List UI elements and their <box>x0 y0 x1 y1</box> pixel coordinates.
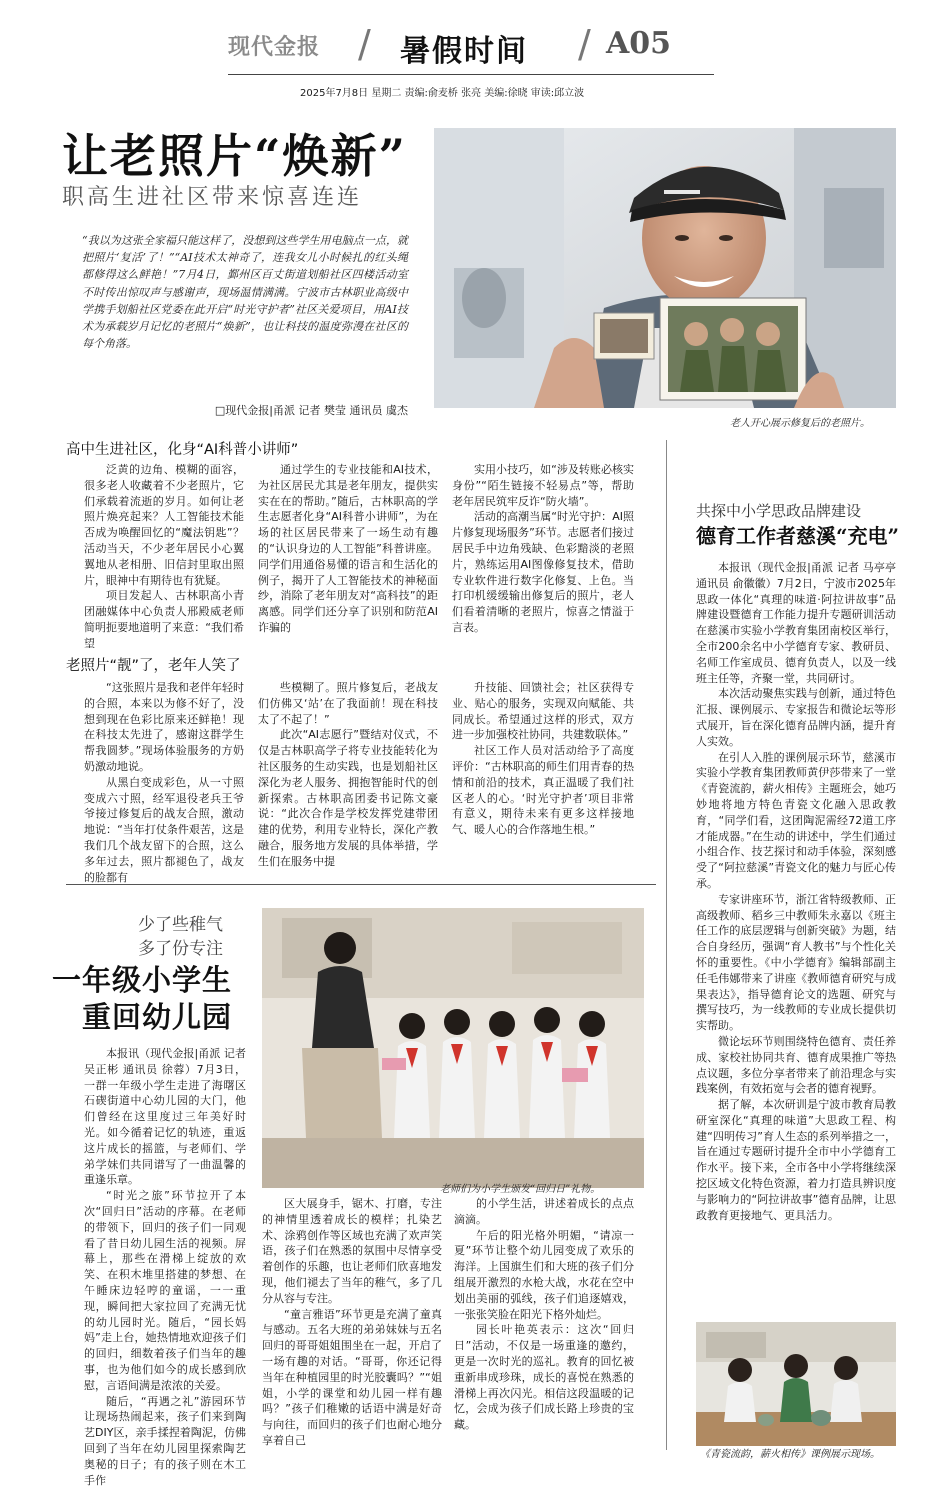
headline-line-2: 重回幼儿园 <box>82 1000 233 1034</box>
photo-elderly-man <box>434 128 896 408</box>
subhead-line-2: 多了份专注 <box>138 939 223 959</box>
masthead-rule <box>228 74 714 75</box>
paragraph: 本次活动聚焦实践与创新，通过特色汇报、课例展示、专家报告和微论坛等形式展开，旨在深化德育品牌内涵，提升育人实效。 <box>696 687 896 748</box>
paragraph: 通过学生的专业技能和AI技术，为社区居民尤其是老年朋友，提供实实在在的帮助。”随后，古林职高的学生志愿者化身“AI科普小讲师”，为在场的社区居民带来了一场生动有趣的“认识身边的人工智能”科普讲座。同学们用通俗易懂的语言和生活化的例子，揭开了人工智能技术的神秘面纱，消除了老年朋友对“高科技”的距离感。同学们还分享了识别和防范AI诈骗的 <box>258 463 438 634</box>
article-column <box>258 462 438 642</box>
masthead <box>228 20 708 72</box>
photo-elderly-man-image <box>434 128 896 408</box>
article-column <box>84 680 244 884</box>
column-divider <box>666 440 667 1450</box>
subhead-moral-education: 共探中小学思政品牌建设 <box>696 502 862 520</box>
paragraph: 社区工作人员对活动给予了高度评价：“古林职高的师生们用青春的热情和前沿的技术，真正温暖了我们社区老人的心。‘时光守护者’项目非常有意义，期待未来有更多这样接地气、暖人心的合作落地生根。” <box>452 744 634 837</box>
paragraph: “童言雅语”环节更是充满了童真与感动。五名大班的弟弟妹妹与五名回归的哥哥姐姐围坐在一起，开启了一场有趣的对话。“哥哥，你还记得当年在种植园里的时光胶囊吗？”“姐姐，小学的课堂和幼儿园一样有趣吗？”孩子们稚嫩的话语中满是好奇与向往，而回归的孩子们也耐心地分享着自己 <box>262 1307 442 1447</box>
paragraph: “这张照片是我和老伴年轻时的合照，本来以为修不好了，没想到现在色彩比原来还鲜艳！现在科技太先进了，感谢这群学生帮我圆梦。”现场体验服务的方奶奶激动地说。 <box>84 681 244 773</box>
paragraph: “时光之旅”环节拉开了本次“回归日”活动的序幕。在老师的带领下，回归的孩子们一同观看了昔日幼儿园生活的视频。屏幕上，那些在滑梯上绽放的欢笑、在积木堆里搭建的梦想、在午睡床边轻哼的童谣，一一重现，瞬间把大家拉回了充满无忧的幼儿园时光。随后，“园长妈妈”走上台，她热情地欢迎孩子们的回归，细数着孩子们当年的趣事，也为他们如今的成长感到欣慰，言语间满是浓浓的关爱。 <box>84 1189 246 1392</box>
paragraph: 据了解，本次研训是宁波市教育局教研室深化“真理的味道”大思政工程、构建“四明传习”育人生态的系列举措之一，旨在通过专题研讨提升全市中小学德育工作水平。接下来，全市各中小学将继续深挖区域文化特色资源，着力打造具辨识度与影响力的“阿拉讲故事”德育品牌，让思政教育更接地气、更具活力。 <box>696 1098 896 1222</box>
article-column <box>454 1196 634 1450</box>
paragraph: 本报讯（现代金报|甬派 记者 吴正彬 通讯员 徐蓉）7月3日，一群一年级小学生走进了海曙区石碶街道中心幼儿园的大门，他们曾经在这里度过三年美好时光。如今循着记忆的轨迹，重返这片成长的摇篮，与老师们、学弟学妹们共同谱写了一曲温馨的重逢乐章。 <box>84 1047 246 1187</box>
paragraph: 在引人入胜的课例展示环节，慈溪市实验小学教育集团教师黄伊莎带来了一堂《青瓷流韵，薪火相传》主题班会，她巧妙地将地方特色青瓷文化融入思政教育，“同学们看，这团陶泥需经72道工序才能成器。”在生动的讲述中，学生们通过小组合作、技艺探讨和动手体验，深刻感受了“阿拉慈溪”青瓷文化的魅力与匠心传承。 <box>696 750 896 890</box>
paragraph: 些模糊了。照片修复后，老战友们仿佛又‘站’在了我面前！现在科技太了不起了！” <box>258 681 438 726</box>
byline: □现代金报|甬派 记者 樊莹 通讯员 虞杰 <box>214 404 408 417</box>
paragraph: 区大展身手，锯木、打磨，专注的神情里透着成长的模样；扎染艺术、涂鸦创作等区域也充满了欢声笑语，孩子们在熟悉的氛围中尽情享受着创作的乐趣，也让老师们欣喜地发现，他们褪去了当年的稚气，多了几分从容与专注。 <box>262 1197 442 1305</box>
paragraph: 园长叶艳英表示：这次“回归日”活动，不仅是一场重逢的邀约，更是一次时光的巡礼。教育的回忆被重新串成珍珠，成长的喜悦在熟悉的滑梯上再次闪光。相信这段温暖的记忆，会成为孩子们成长路上珍贵的宝藏。 <box>454 1323 634 1432</box>
photo-pottery-class-image <box>696 1322 896 1446</box>
headline-old-photos: 让老照片“焕新” <box>62 129 407 183</box>
paragraph: 此次“AI志愿行”暨结对仪式，不仅是古林职高学子将专业技能转化为社区服务的生动实践，也是划船社区深化为老人服务、拥抱智能时代的创新探索。古林职高团委书记陈文豪说：“此次合作是学校发挥党建带团建的优势，利用专业特长，深化产教融合，服务地方发展的具体举措，学生们在服务中提 <box>258 728 438 868</box>
page-number: A05 <box>606 26 672 61</box>
photo-kindergarten-return-image <box>262 908 644 1188</box>
paper-name: 现代金报 <box>228 35 321 60</box>
subhead-line-1: 少了些稚气 <box>138 915 223 935</box>
section-name: 暑假时间 <box>400 34 528 69</box>
article-column <box>258 680 438 872</box>
section-divider <box>66 884 656 885</box>
article-column <box>84 1046 246 1487</box>
paragraph: 升技能、回馈社会；社区获得专业、贴心的服务，实现双向赋能、共同成长。希望通过这样的形式，双方进一步加强校社协同，共建数联体。” <box>452 681 634 742</box>
section-head-photos-bright: 老照片“靓”了，老年人笑了 <box>66 658 241 674</box>
article-column <box>84 462 244 650</box>
paragraph: 随后，“再遇之礼”游园环节让现场热闹起来，孩子们来到陶艺DIY区，亲手揉捏着陶泥，仿佛回到了当年在幼儿园里探索陶艺奥秘的日子；有的孩子则在木工手作 <box>84 1394 246 1487</box>
headline-line-1: 一年级小学生 <box>52 963 233 997</box>
subhead-old-photos: 职高生进社区带来惊喜连连 <box>62 185 363 210</box>
article-column <box>452 462 634 642</box>
masthead-slash: / <box>578 22 591 66</box>
dateline: 2025年7月8日 星期二 责编:俞麦桥 张亮 美编:徐晓 审读:邱立波 <box>300 88 585 99</box>
photo-caption-kindergarten: 老师们为小学生颁发“回归日”礼物。 <box>440 1184 601 1195</box>
article-column <box>696 560 896 1316</box>
paragraph: 实用小技巧，如“涉及转账必核实身份”“陌生链接不轻易点”等，帮助老年居民筑牢反诈“防火墙”。 <box>452 463 634 508</box>
lead-paragraph: “我以为这张全家福只能这样了，没想到这些学生用电脑点一点，就把照片‘复活’了！”“AI技术太神奇了，连我女儿小时候扎的红头绳都修得这么鲜艳！”7月4日，鄞州区百丈街道划船社区四楼活动室不时传出惊叹声与感谢声，现场温情满满。宁波市古林职业高级中学携手划船社区党委在此开启“时光守护者”社区关爱项目，用AI技术为承载岁月记忆的老照片“焕新”，也让科技的温度弥漫在社区的每个角落。 <box>82 234 408 351</box>
paragraph: 泛黄的边角、模糊的面容，很多老人收藏着不少老照片，它们承载着流逝的岁月。如何让老照片焕亮起来？人工智能技术能否成为唤醒回忆的“魔法钥匙”？活动当天，不少老年居民小心翼翼地从老相册、旧信封里取出照片，眼神中有期待也有犹疑。 <box>84 463 244 587</box>
paragraph: 专家讲座环节，浙江省特级教师、正高级教师、稻乡三中教师朱永嘉以《班主任工作的底层逻辑与创新突破》为题，结合自身经历，强调“育人教书”与个性化关怀的重要性。《中小学德育》编辑部副主任毛伟娜带来了讲座《教师德育研究与成果表达》，指导德育论文的选题、研究与撰写技巧，为一线教师的专业成长提供切实帮助。 <box>696 892 896 1033</box>
paragraph: 本报讯（现代金报|甬派 记者 马亭亭 通讯员 俞徽徽）7月2日，宁波市2025年思政一体化“真理的味道·阿拉讲故事”品牌建设暨德育工作能力提升专题研训活动在慈溪市实验小学教育集团南校区举行，全市200余名中小学德育专家、教研员、名师工作室成员、德育负责人，以及一线班主任等，齐聚一堂，共同研讨。 <box>696 561 896 685</box>
photo-caption-elderly: 老人开心展示修复后的老照片。 <box>730 418 870 429</box>
paragraph: 午后的阳光格外明媚，“请凉一夏”环节让整个幼儿园变成了欢乐的海洋。上国旗生们和大班的孩子们分组展开激烈的水枪大战，水花在空中划出美丽的弧线，孩子们追逐嬉戏，一张张笑脸在阳光下格外灿烂。 <box>454 1228 634 1321</box>
paragraph: 从黑白变成彩色，从一寸照变成六寸照，经军退役老兵王爷爷接过修复后的战友合照，激动地说：“当年打仗条件艰苦，这是我们几个战友留下的合照，这么多年过去，照片都褪色了，战友的脸都有 <box>84 775 244 884</box>
paragraph: 项目发起人、古林职高小青团融媒体中心负责人邢殿威老师简明扼要地道明了来意：“我们希望 <box>84 589 244 650</box>
paragraph: 的小学生活，讲述着成长的点点滴滴。 <box>454 1197 634 1226</box>
masthead-slash: / <box>358 22 371 66</box>
section-head-ai-lecturer: 高中生进社区，化身“AI科普小讲师” <box>66 442 299 458</box>
paragraph: 微论坛环节则围绕特色德育、责任养成、家校社协同共育、德育成果推广等热点议题，多位分享者带来了前沿理念与实践案例，有效拓宽与会者的德育视野。 <box>696 1034 896 1096</box>
article-column <box>452 680 634 872</box>
photo-caption-pottery: 《青瓷流韵，薪火相传》课例展示现场。 <box>700 1449 880 1460</box>
paragraph: 活动的高潮当属“时光守护：AI照片修复现场服务”环节。志愿者们接过居民手中边角残缺、色彩黯淡的老照片，熟练运用AI图像修复技术，借助专业软件进行数字化修复、上色。当打印机缓缓输出修复后的照片，老人们看着清晰的老照片，惊喜之情溢于言表。 <box>452 510 634 634</box>
photo-kindergarten-return <box>262 908 644 1188</box>
headline-moral-education: 德育工作者慈溪“充电” <box>696 524 900 548</box>
photo-pottery-class <box>696 1322 896 1446</box>
article-column <box>262 1196 442 1450</box>
